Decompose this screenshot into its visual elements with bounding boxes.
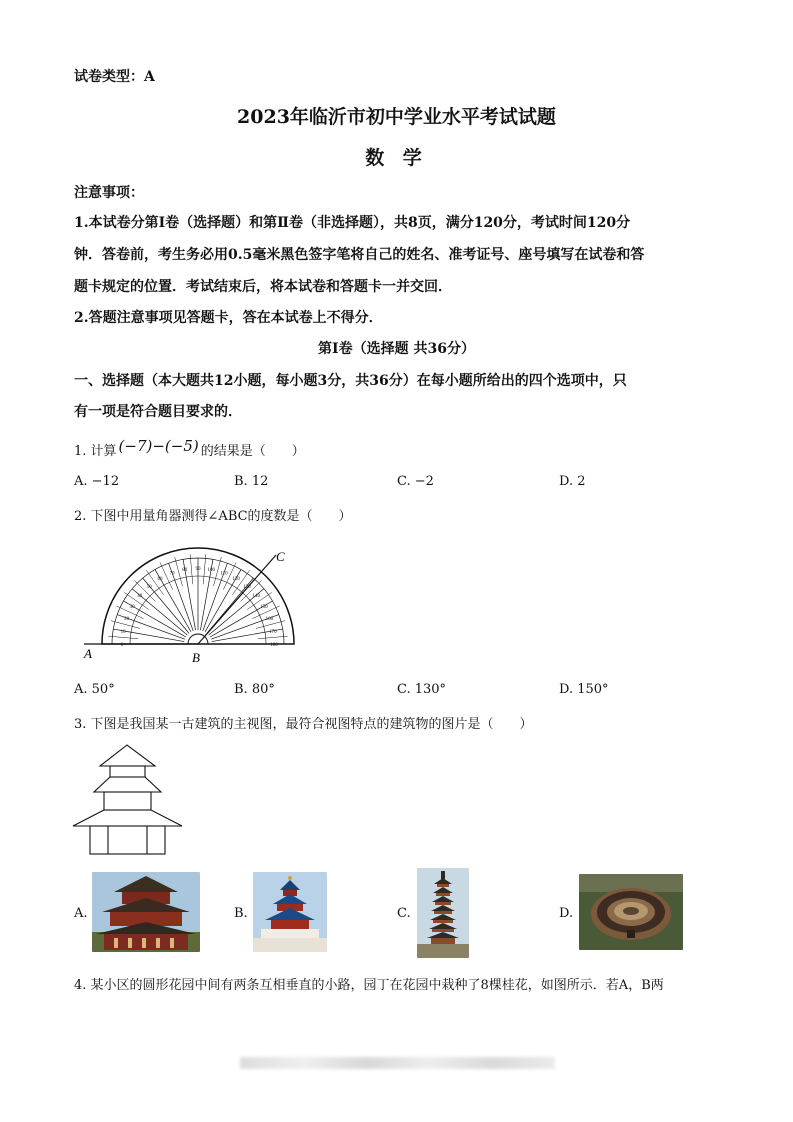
question-2-stem: 2. 下图中用量角器测得∠ABC的度数是（ ） (74, 509, 352, 524)
question-1-expression: (−7)−(−5) (118, 437, 199, 455)
question-4-stem: 4. 某小区的圆形花园中间有两条互相垂直的小路，园丁在花园中栽种了8棵桂花，如图所示．若A，B两 (74, 978, 664, 993)
notes-heading: 注意事项： (74, 185, 144, 201)
protractor-scale-label: 170 (269, 629, 277, 635)
protractor-scale-label: 60 (157, 577, 163, 583)
protractor-scale-label: 10 (120, 629, 126, 635)
question-1-suffix: 的结果是（ ） (200, 444, 305, 459)
protractor-scale-label: 30 (129, 605, 135, 610)
question-1 (74, 437, 305, 459)
protractor-scale-label: 90 (195, 567, 201, 572)
front-view-drawing (70, 742, 185, 857)
protractor-scale-label: 40 (137, 594, 143, 600)
temple-of-heaven-photo (253, 872, 327, 952)
protractor-scale-label: 70 (169, 571, 175, 577)
q1-option-d: D. 2 (559, 474, 586, 489)
notes-line-2: 2.答题注意事项见答题卡，答在本试卷上不得分． (74, 310, 383, 326)
protractor-scale-label: 150 (260, 605, 268, 610)
protractor-scale-label: 120 (232, 577, 240, 583)
protractor-scale-label: 100 (207, 568, 215, 574)
footer-watermark (240, 1057, 555, 1069)
tulou-photo (579, 874, 683, 950)
protractor-scale-label: 140 (252, 594, 260, 600)
q3-option-a-label: A. (74, 906, 88, 921)
question-3-stem: 3. 下图是我国某一古建筑的主视图，最符合视图特点的建筑物的图片是（ ） (74, 717, 533, 732)
section-instruction-2: 有一项是符合题目要求的． (74, 404, 242, 420)
q3-option-b-label: B. (234, 906, 248, 921)
protractor-scale-label: 180 (270, 643, 278, 648)
protractor-tick (108, 636, 138, 639)
pagoda-photo (417, 868, 469, 958)
protractor-scale-label: 20 (124, 617, 130, 623)
q2-option-b: B. 80° (234, 682, 275, 697)
q1-option-b: B. 12 (234, 474, 269, 489)
protractor-scale-label: 130 (243, 584, 251, 590)
protractor-scale-label: 0 (120, 643, 124, 648)
protractor-tick (175, 557, 183, 586)
q2-option-c: C. 130° (397, 682, 447, 697)
protractor-scale-label: 80 (182, 568, 188, 574)
protractor-scale-label: 160 (265, 617, 274, 623)
protractor-tick (203, 554, 206, 584)
pavilion-photo (92, 872, 200, 952)
protractor-figure (80, 545, 300, 670)
q3-option-c-label: C. (397, 906, 411, 921)
q2-option-a: A. 50° (74, 682, 115, 697)
section-heading: 第Ⅰ卷（选择题 共36分） (318, 341, 475, 357)
notes-line-1b: 钟．答卷前，考生务必用0.5毫米黑色签字笔将自己的姓名、准考证号、座号填写在试卷和答 (74, 247, 645, 263)
q1-option-a: A. −12 (74, 474, 120, 489)
point-c-label: C (276, 549, 285, 564)
protractor-scale-label: 50 (146, 584, 152, 590)
exam-title: 2023年临沂市初中学业水平考试试题 (237, 106, 556, 128)
paper-type-label: 试卷类型：A (74, 69, 155, 85)
notes-line-1a: 1.本试卷分第Ⅰ卷（选择题）和第Ⅱ卷（非选择题），共8页，满分120分，考试时间120分 (74, 215, 631, 231)
q3-option-d-label: D. (559, 906, 574, 921)
notes-line-1c: 题卡规定的位置．考试结束后，将本试卷和答题卡一并交回． (74, 279, 452, 295)
protractor-tick (258, 636, 288, 639)
subject-title: 数 学 (365, 147, 428, 169)
q1-option-c: C. −2 (397, 474, 434, 489)
section-instruction-1: 一、选择题（本大题共12小题，每小题3分，共36分）在每小题所给出的四个选项中，只 (74, 373, 627, 389)
point-b-label: B (192, 650, 200, 665)
q2-option-d: D. 150° (559, 682, 609, 697)
protractor-scale-label: 110 (220, 571, 228, 577)
point-a-label: A (84, 646, 92, 661)
protractor-tick (190, 554, 193, 584)
question-1-prefix: 1. 计算 (74, 444, 117, 459)
